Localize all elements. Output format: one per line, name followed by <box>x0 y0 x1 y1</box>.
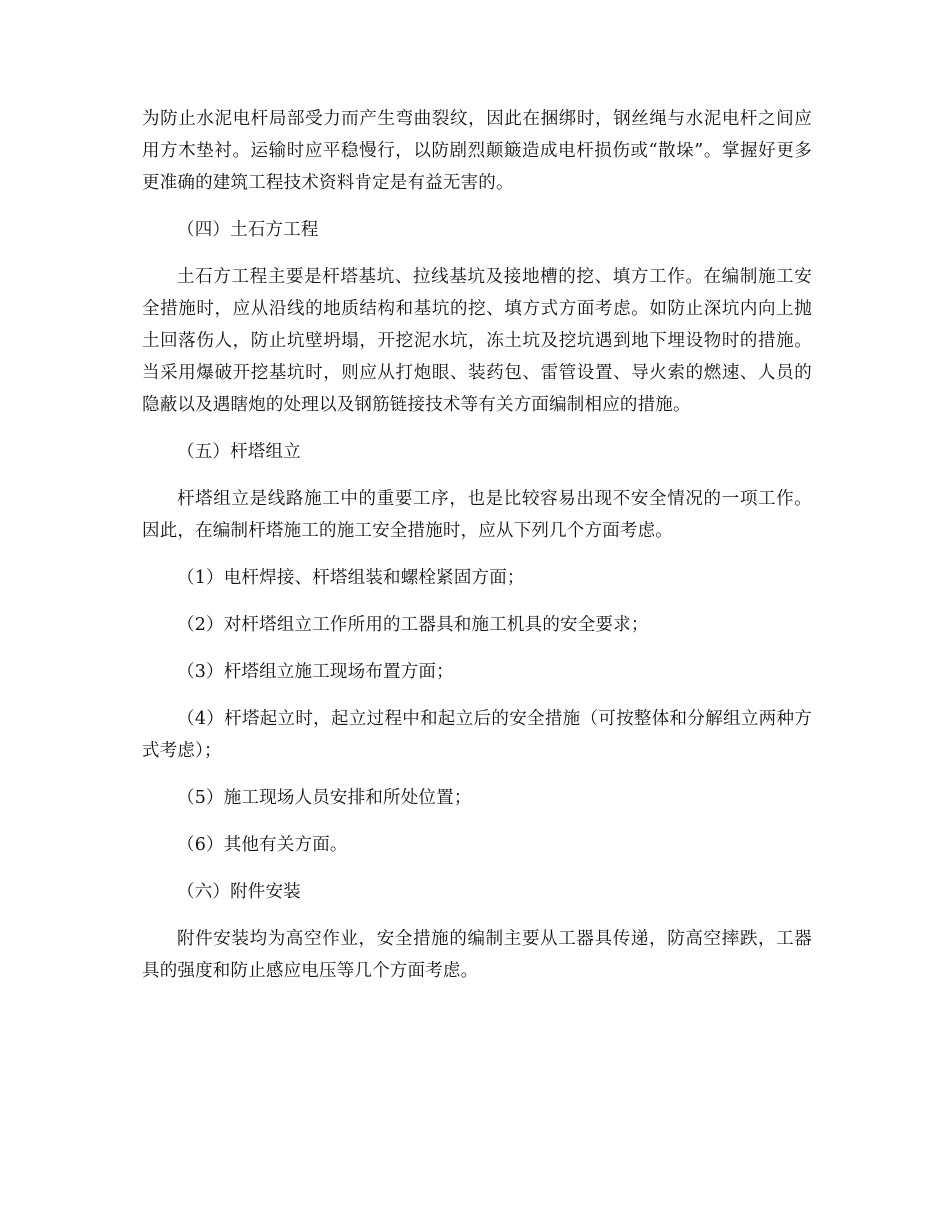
paragraph-fittings: 附件安装均为高空作业，安全措施的编制主要从工器具传递，防高空摔跌，工器具的强度和防止感应电压等几个方面考虑。 <box>142 929 812 981</box>
list-item-2: （2）对杆塔组立工作所用的工器具和施工机具的安全要求； <box>177 615 649 635</box>
section-heading-tower-erection: （五）杆塔组立 <box>177 442 301 462</box>
document-body <box>142 103 812 1002</box>
list-item-3: （3）杆塔组立施工现场布置方面； <box>177 662 454 682</box>
list-item-6: （6）其他有关方面。 <box>177 835 348 855</box>
section-heading-earthwork: （四）土石方工程 <box>177 220 319 240</box>
paragraph-earthwork: 土石方工程主要是杆塔基坑、拉线基坑及接地槽的挖、填方工作。在编制施工安全措施时，应从沿线的地质结构和基坑的挖、填方式方面考虑。如防止深坑内向上抛土回落伤人，防止坑壁坍塌，开挖泥水坑，冻土坑及挖坑遇到地下埋设物时的措施。当采用爆破开挖基坑时，则应从打炮眼、装药包、雷管设置、导火索的燃速、人员的隐蔽以及遇瞎炮的处理以及钢筋链接技术等有关方面编制相应的措施。 <box>142 267 812 415</box>
list-item-5: （5）施工现场人员安排和所处位置； <box>177 788 472 808</box>
list-item-4: （4）杆塔起立时，起立过程中和起立后的安全措施（可按整体和分解组立两种方式考虑）； <box>142 709 812 761</box>
list-item-1: （1）电杆焊接、杆塔组装和螺栓紧固方面； <box>177 568 525 588</box>
paragraph-cement-pole-transport: 为防止水泥电杆局部受力而产生弯曲裂纹，因此在捆绑时，钢丝绳与水泥电杆之间应用方木垫衬。运输时应平稳慢行，以防剧烈颠簸造成电杆损伤或“散垛”。掌握好更多更准确的建筑工程技术资料肯定是有益无害的。 <box>142 109 812 193</box>
paragraph-tower-erection: 杆塔组立是线路施工中的重要工序，也是比较容易出现不安全情况的一项工作。因此，在编制杆塔施工的施工安全措施时，应从下列几个方面考虑。 <box>142 489 812 541</box>
section-heading-fittings: （六）附件安装 <box>177 882 301 902</box>
